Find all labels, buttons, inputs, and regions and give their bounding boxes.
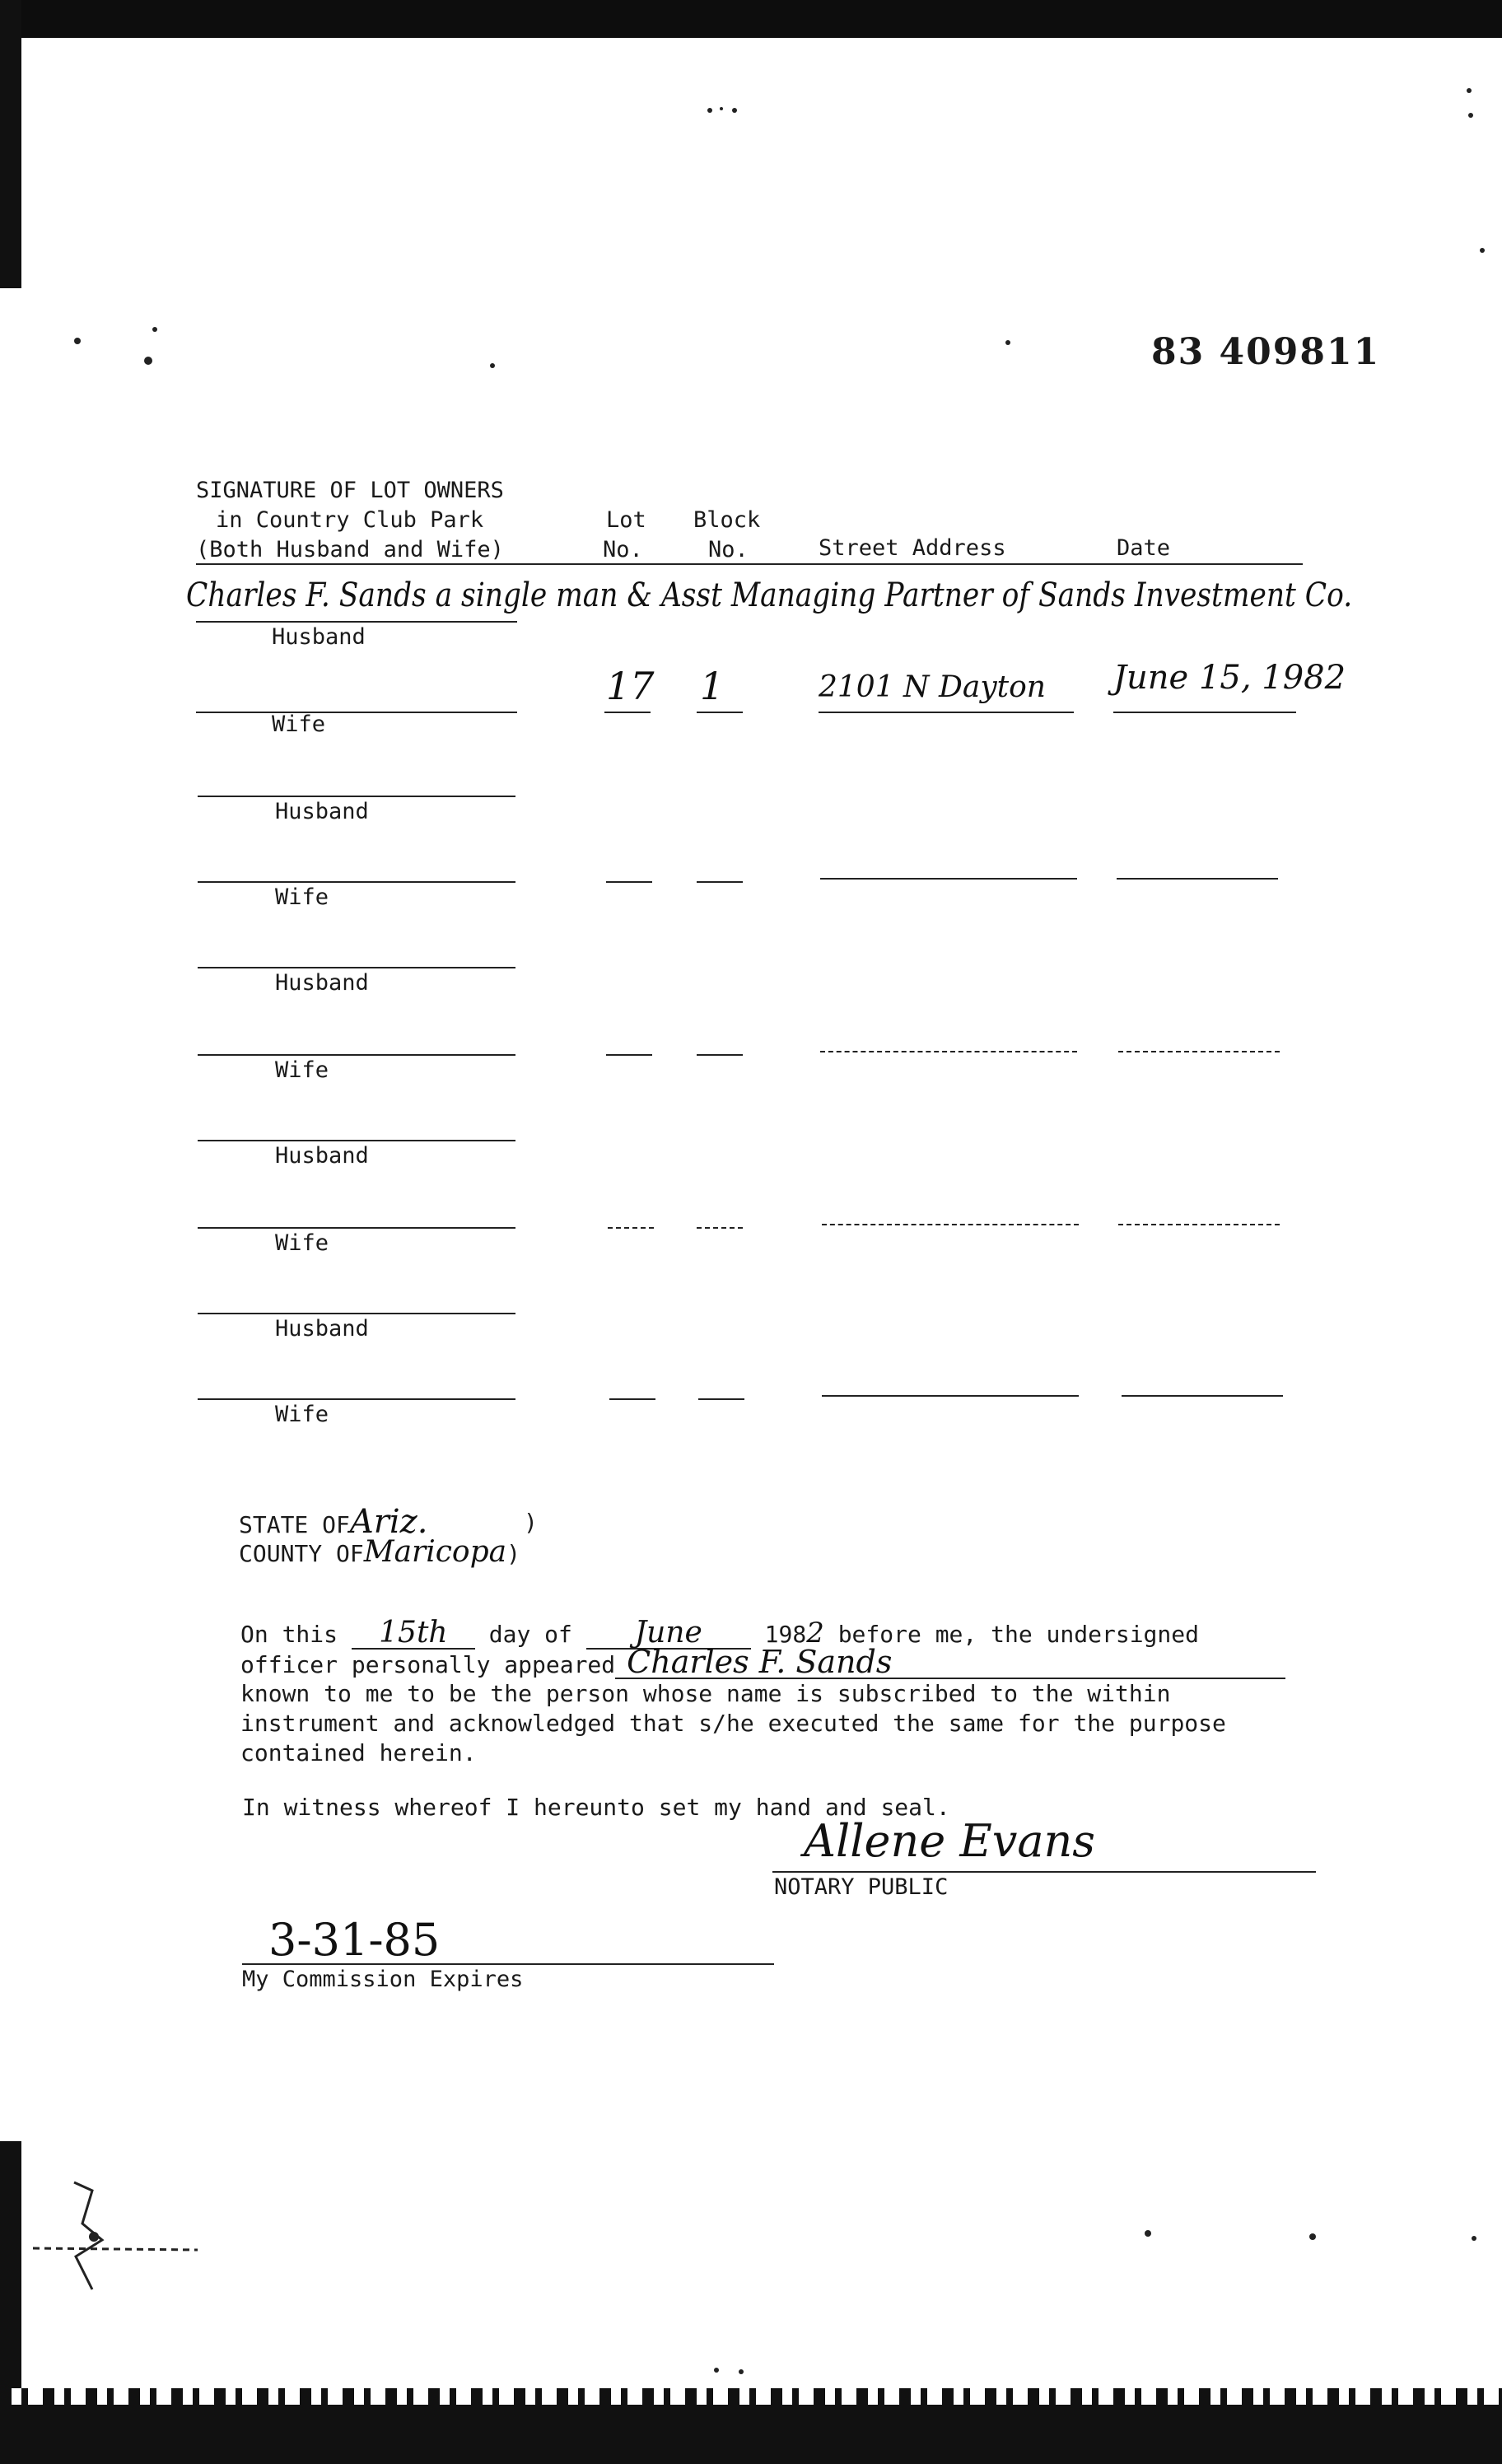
instrument-line: instrument and acknowledged that s/he executed the same for the purpose	[240, 1710, 1226, 1737]
wife-label-2: Wife	[275, 884, 329, 910]
lot-value-1: 17	[606, 664, 655, 708]
witness-line: In witness whereof I hereunto set my hand and seal.	[242, 1794, 950, 1821]
state-label: STATE OF	[239, 1511, 350, 1538]
header-date: Date	[1117, 535, 1171, 561]
year-prefix: 198	[764, 1621, 807, 1648]
state-value: Ariz.	[349, 1503, 428, 1541]
month-value: June	[586, 1617, 751, 1650]
notary-public-label: NOTARY PUBLIC	[774, 1874, 949, 1900]
known-line: known to me to be the person whose name is subscribed to the within	[240, 1680, 1171, 1707]
contained-line: contained herein.	[240, 1739, 477, 1766]
wife-label-4: Wife	[275, 1230, 329, 1256]
header-line-1: SIGNATURE OF LOT OWNERS	[196, 478, 504, 503]
husband-label-3: Husband	[275, 970, 369, 996]
husband-label-5: Husband	[275, 1316, 369, 1342]
day-of-text: day of	[488, 1621, 572, 1648]
header-lot-line-2: No.	[603, 537, 643, 562]
header-lot-line-1: Lot	[606, 507, 646, 533]
notary-signature: Allene Evans	[804, 1815, 1096, 1867]
wife-label-5: Wife	[275, 1402, 329, 1427]
wife-label-3: Wife	[275, 1057, 329, 1083]
day-value: 15th	[352, 1617, 475, 1650]
header-line-2: in Country Club Park	[216, 507, 484, 533]
county-value: Maricopa	[363, 1535, 507, 1569]
husband-label-4: Husband	[275, 1143, 369, 1169]
on-this-text: On this	[240, 1621, 338, 1648]
commission-expires-label: My Commission Expires	[242, 1967, 524, 1992]
husband-label-2: Husband	[275, 799, 369, 824]
header-street-address: Street Address	[819, 535, 1006, 561]
header-block-line-1: Block	[693, 507, 761, 533]
state-paren: )	[524, 1509, 538, 1536]
person-value: Charles F. Sands	[615, 1647, 1285, 1679]
wife-label-1: Wife	[272, 712, 326, 737]
husband-label-1: Husband	[272, 624, 366, 650]
before-me-text: before me, the undersigned	[837, 1621, 1199, 1648]
county-label: COUNTY OF	[239, 1540, 364, 1567]
date-value-1: June 15, 1982	[1113, 659, 1346, 697]
document-number: 83 409811	[1151, 331, 1381, 373]
year-value: 2	[806, 1617, 824, 1650]
county-paren: )	[506, 1540, 520, 1567]
officer-text: officer personally appeared	[240, 1651, 616, 1678]
commission-expires-value: 3-31-85	[268, 1914, 441, 1966]
husband-signature-1: Charles F. Sands a single man & Asst Managing Partner of Sands Investment Co.	[186, 576, 1353, 614]
street-value-1: 2101 N Dayton	[819, 670, 1046, 704]
header-line-3: (Both Husband and Wife)	[196, 537, 504, 562]
header-block-line-2: No.	[708, 537, 749, 562]
block-value-1: 1	[700, 664, 725, 708]
